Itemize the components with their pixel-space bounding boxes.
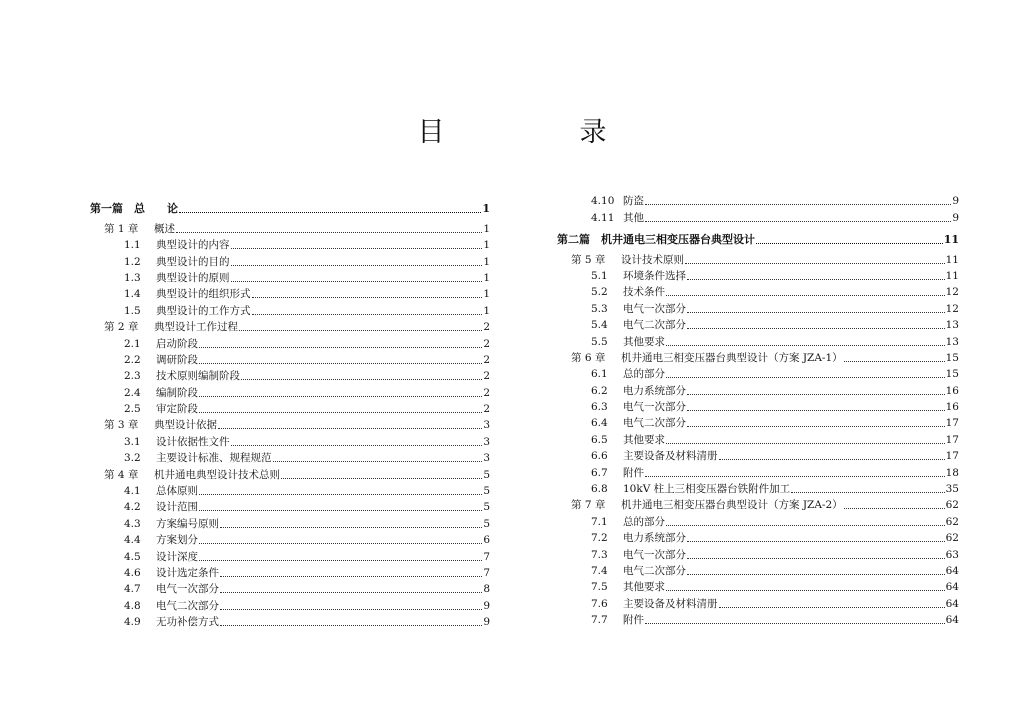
toc-entry-number: 7.7 [591, 614, 608, 627]
toc-entry-page: 11 [945, 269, 959, 282]
toc-entry-page: 9 [483, 599, 490, 612]
toc-entry-chapter[interactable] [90, 415, 490, 431]
toc-entry-chapter[interactable] [90, 464, 490, 480]
toc-entry-page: 3 [483, 419, 490, 432]
toc-entry-section[interactable] [90, 300, 490, 316]
toc-entry-page: 15 [945, 368, 959, 381]
dot-leader [791, 492, 944, 493]
dot-leader [220, 625, 482, 626]
toc-entry-page: 1 [483, 288, 490, 301]
toc-entry-number: 7.2 [591, 532, 608, 545]
toc-entry-page: 62 [945, 499, 959, 512]
toc-entry-section[interactable] [90, 497, 490, 513]
toc-entry-section[interactable] [90, 268, 490, 284]
toc-entry-section[interactable] [90, 448, 490, 464]
toc-entry-title: 10kV 柱上三相变压器台铁附件加工 [623, 483, 791, 496]
toc-entry-page: 35 [945, 483, 959, 496]
toc-entry-title: 防盗 [623, 195, 644, 208]
dot-leader [273, 461, 483, 462]
toc-entry-number: 4.10 [591, 195, 615, 208]
toc-entry-page: 1 [483, 239, 490, 252]
toc-entry-number: 1.5 [124, 304, 141, 317]
toc-entry-number: 4.7 [124, 583, 141, 596]
toc-entry-number: 5.4 [591, 319, 608, 332]
toc-entry-part[interactable] [557, 230, 959, 246]
toc-title: 目 录 [417, 117, 661, 148]
toc-entry-number: 第 6 章 [571, 351, 606, 364]
toc-entry-title: 编制阶段 [156, 386, 198, 399]
toc-entry-page: 7 [483, 566, 490, 579]
dot-leader [687, 558, 945, 559]
dot-leader [687, 394, 945, 395]
toc-entry-number: 第 2 章 [104, 321, 139, 334]
dot-leader [252, 314, 483, 315]
dot-leader [844, 508, 945, 509]
dot-leader [241, 379, 482, 380]
toc-entry-page: 62 [945, 532, 959, 545]
toc-entry-page: 1 [483, 255, 490, 268]
toc-entry-title: 审定阶段 [156, 403, 198, 416]
dot-leader [252, 297, 483, 298]
toc-entry-page: 12 [945, 302, 959, 315]
toc-entry-section[interactable] [557, 331, 959, 347]
toc-entry-section[interactable] [557, 462, 959, 478]
toc-entry-title: 典型设计依据 [154, 419, 217, 432]
toc-entry-section[interactable] [557, 577, 959, 593]
toc-entry-page: 16 [945, 401, 959, 414]
toc-entry-number: 7.5 [591, 581, 608, 594]
toc-entry-page: 9 [483, 616, 490, 629]
toc-entry-title: 机井通电三相变压器台典型设计（方案 JZA-1） [621, 351, 843, 364]
toc-entry-title: 总的部分 [623, 368, 665, 381]
toc-entry-number: 6.8 [591, 483, 608, 496]
toc-entry-title: 总体原则 [156, 485, 198, 498]
dot-leader [666, 443, 945, 444]
dot-leader [199, 560, 482, 561]
toc-entry-page: 5 [483, 485, 490, 498]
toc-entry-title: 机井通电典型设计技术总则 [154, 468, 280, 481]
dot-leader [220, 592, 482, 593]
toc-entry-page: 2 [483, 403, 490, 416]
toc-entry-title: 典型设计的组织形式 [156, 288, 251, 301]
toc-entry-title: 无功补偿方式 [156, 616, 219, 629]
toc-entry-number: 第一篇 [90, 202, 123, 216]
toc-entry-page: 3 [483, 452, 490, 465]
toc-entry-title: 调研阶段 [156, 353, 198, 366]
dot-leader [685, 263, 945, 264]
dot-leader [199, 396, 482, 397]
dot-leader [687, 279, 945, 280]
toc-entry-title: 电力系统部分 [623, 384, 686, 397]
toc-entry-title: 环境条件选择 [623, 269, 686, 282]
toc-entry-page: 17 [945, 417, 959, 430]
toc-entry-section[interactable] [90, 481, 490, 497]
toc-entry-page: 13 [945, 319, 959, 332]
toc-entry-number: 6.6 [591, 450, 608, 463]
toc-entry-number: 4.4 [124, 534, 141, 547]
toc-entry-page: 3 [483, 435, 490, 448]
toc-entry-number: 4.6 [124, 566, 141, 579]
dot-leader [666, 377, 945, 378]
toc-entry-page: 18 [945, 466, 959, 479]
dot-leader [199, 494, 482, 495]
dot-leader [176, 232, 482, 233]
toc-entry-title: 主要设备及材料清册 [623, 597, 718, 610]
toc-entry-number: 4.3 [124, 517, 141, 530]
toc-entry-title: 主要设备及材料清册 [623, 450, 718, 463]
toc-entry-title: 电气一次部分 [156, 583, 219, 596]
toc-entry-title: 典型设计工作过程 [154, 321, 238, 334]
toc-entry-title: 设计深度 [156, 550, 198, 563]
dot-leader [756, 243, 943, 244]
toc-entry-number: 2.2 [124, 353, 141, 366]
toc-entry-page: 11 [943, 233, 959, 247]
toc-entry-section[interactable] [557, 528, 959, 544]
toc-entry-number: 1.4 [124, 288, 141, 301]
toc-entry-page: 62 [945, 515, 959, 528]
toc-entry-number: 4.1 [124, 485, 141, 498]
toc-entry-page: 6 [483, 534, 490, 547]
toc-entry-title: 方案划分 [156, 534, 198, 547]
toc-entry-number: 2.3 [124, 370, 141, 383]
toc-entry-section[interactable] [557, 511, 959, 527]
toc-entry-number: 第 1 章 [104, 222, 139, 235]
toc-entry-section[interactable] [557, 364, 959, 380]
toc-entry-number: 3.2 [124, 452, 141, 465]
toc-entry-title: 电气一次部分 [623, 401, 686, 414]
toc-entry-section[interactable] [557, 380, 959, 396]
dot-leader [220, 609, 482, 610]
toc-entry-number: 4.5 [124, 550, 141, 563]
toc-entry-title: 其他要求 [623, 433, 665, 446]
dot-leader [687, 312, 945, 313]
toc-entry-page: 2 [483, 370, 490, 383]
toc-entry-page: 1 [483, 222, 490, 235]
toc-entry-page: 12 [945, 286, 959, 299]
dot-leader [199, 347, 482, 348]
toc-entry-section[interactable] [90, 546, 490, 562]
toc-entry-section[interactable] [90, 333, 490, 349]
toc-entry-number: 5.3 [591, 302, 608, 315]
toc-entry-title: 电力系统部分 [623, 532, 686, 545]
toc-entry-number: 7.1 [591, 515, 608, 528]
toc-entry-number: 第 4 章 [104, 468, 139, 481]
dot-leader [199, 510, 482, 511]
dot-leader [220, 527, 482, 528]
toc-entry-section[interactable] [557, 610, 959, 626]
dot-leader [645, 221, 951, 222]
toc-entry-number: 6.7 [591, 466, 608, 479]
toc-entry-title: 电气二次部分 [623, 417, 686, 430]
dot-leader [645, 204, 951, 205]
toc-entry-section[interactable] [557, 282, 959, 298]
toc-entry-page: 15 [945, 351, 959, 364]
toc-entry-number: 3.1 [124, 435, 141, 448]
toc-entry-section[interactable] [90, 431, 490, 447]
toc-entry-page: 63 [945, 548, 959, 561]
dot-leader [719, 607, 945, 608]
dot-leader [687, 426, 945, 427]
toc-entry-section[interactable] [557, 397, 959, 413]
toc-entry-section[interactable] [557, 593, 959, 609]
toc-entry-section[interactable] [557, 298, 959, 314]
toc-entry-section[interactable] [90, 612, 490, 628]
toc-entry-number: 5.1 [591, 269, 608, 282]
toc-entry-number: 2.4 [124, 386, 141, 399]
toc-entry-page: 64 [945, 581, 959, 594]
dot-leader [666, 345, 945, 346]
toc-entry-title: 设计范围 [156, 501, 198, 514]
toc-entry-page: 1 [482, 202, 490, 216]
toc-entry-section[interactable] [90, 563, 490, 579]
toc-entry-number: 7.4 [591, 564, 608, 577]
toc-entry-number: 4.2 [124, 501, 141, 514]
toc-entry-title: 机井通电三相变压器台典型设计 [590, 233, 755, 247]
dot-leader [645, 476, 945, 477]
toc-entry-section[interactable] [90, 513, 490, 529]
toc-entry-page: 9 [952, 195, 959, 208]
toc-entry-number: 6.4 [591, 417, 608, 430]
toc-entry-chapter[interactable] [90, 317, 490, 333]
toc-entry-chapter[interactable] [90, 218, 490, 234]
toc-left-column [90, 199, 490, 628]
toc-entry-page: 5 [483, 517, 490, 530]
dot-leader [844, 361, 945, 362]
toc-entry-page: 5 [483, 468, 490, 481]
toc-entry-number: 7.6 [591, 597, 608, 610]
toc-entry-section[interactable] [557, 266, 959, 282]
toc-entry-page: 64 [945, 614, 959, 627]
toc-entry-title: 技术条件 [623, 286, 665, 299]
toc-entry-section[interactable] [90, 579, 490, 595]
toc-entry-title: 机井通电三相变压器台典型设计（方案 JZA-2） [621, 499, 843, 512]
dot-leader [719, 459, 945, 460]
toc-entry-title: 典型设计的工作方式 [156, 304, 251, 317]
toc-entry-page: 2 [483, 337, 490, 350]
toc-entry-title: 典型设计的目的 [156, 255, 230, 268]
toc-entry-part[interactable] [90, 199, 490, 215]
toc-entry-page: 64 [945, 564, 959, 577]
toc-entry-title: 概述 [154, 222, 175, 235]
toc-entry-title: 总的部分 [623, 515, 665, 528]
toc-entry-number: 6.1 [591, 368, 608, 381]
toc-entry-chapter[interactable] [557, 495, 959, 511]
toc-entry-title: 电气二次部分 [623, 564, 686, 577]
toc-entry-section[interactable] [557, 561, 959, 577]
dot-leader [687, 574, 945, 575]
toc-entry-section[interactable] [90, 530, 490, 546]
toc-entry-number: 2.1 [124, 337, 141, 350]
toc-entry-title: 方案编号原则 [156, 517, 219, 530]
toc-entry-section[interactable] [90, 366, 490, 382]
toc-entry-number: 2.5 [124, 403, 141, 416]
toc-entry-page: 2 [483, 321, 490, 334]
dot-leader [687, 541, 945, 542]
dot-leader [199, 543, 482, 544]
toc-entry-number: 7.3 [591, 548, 608, 561]
toc-entry-number: 6.3 [591, 401, 608, 414]
toc-entry-page: 9 [952, 211, 959, 224]
dot-leader [239, 330, 482, 331]
toc-entry-number: 1.2 [124, 255, 141, 268]
toc-entry-number: 5.2 [591, 286, 608, 299]
toc-entry-section[interactable] [557, 207, 959, 223]
toc-entry-chapter[interactable] [557, 249, 959, 265]
dot-leader [231, 265, 483, 266]
toc-entry-section[interactable] [557, 479, 959, 495]
toc-entry-number: 6.5 [591, 433, 608, 446]
dot-leader [645, 623, 945, 624]
toc-entry-chapter[interactable] [557, 348, 959, 364]
toc-entry-page: 1 [483, 271, 490, 284]
dot-leader [199, 363, 482, 364]
toc-entry-title: 典型设计的内容 [156, 239, 230, 252]
toc-entry-number: 1.1 [124, 239, 141, 252]
toc-entry-title: 典型设计的原则 [156, 271, 230, 284]
toc-entry-title: 设计技术原则 [621, 253, 684, 266]
toc-entry-title: 电气一次部分 [623, 548, 686, 561]
toc-entry-page: 5 [483, 501, 490, 514]
toc-entry-page: 16 [945, 384, 959, 397]
toc-entry-title: 主要设计标准、规程规范 [156, 452, 272, 465]
toc-entry-section[interactable] [90, 251, 490, 267]
toc-entry-title: 设计依据性文件 [156, 435, 230, 448]
toc-entry-page: 64 [945, 597, 959, 610]
dot-leader [199, 412, 482, 413]
toc-entry-page: 2 [483, 353, 490, 366]
toc-entry-section[interactable] [90, 399, 490, 415]
toc-entry-number: 第二篇 [557, 233, 590, 247]
toc-entry-number: 5.5 [591, 335, 608, 348]
dot-leader [231, 445, 483, 446]
dot-leader [687, 410, 945, 411]
toc-entry-page: 8 [483, 583, 490, 596]
toc-entry-section[interactable] [90, 382, 490, 398]
toc-entry-page: 2 [483, 386, 490, 399]
toc-entry-title: 其他要求 [623, 581, 665, 594]
dot-leader [231, 248, 483, 249]
toc-entry-title: 电气二次部分 [156, 599, 219, 612]
toc-entry-title: 总 论 [123, 202, 178, 216]
toc-entry-section[interactable] [90, 235, 490, 251]
toc-entry-page: 11 [945, 253, 959, 266]
dot-leader [220, 576, 482, 577]
dot-leader [179, 212, 481, 213]
toc-entry-number: 第 5 章 [571, 253, 606, 266]
toc-entry-section[interactable] [557, 544, 959, 560]
toc-entry-section[interactable] [90, 284, 490, 300]
toc-entry-section[interactable] [90, 595, 490, 611]
dot-leader [666, 295, 945, 296]
toc-entry-number: 4.11 [591, 211, 615, 224]
toc-entry-section[interactable] [557, 315, 959, 331]
toc-entry-number: 第 3 章 [104, 419, 139, 432]
toc-entry-section[interactable] [557, 413, 959, 429]
toc-entry-title: 附件 [623, 614, 644, 627]
toc-entry-number: 6.2 [591, 384, 608, 397]
toc-entry-title: 电气二次部分 [623, 319, 686, 332]
toc-entry-title: 附件 [623, 466, 644, 479]
dot-leader [281, 478, 482, 479]
dot-leader [666, 590, 945, 591]
toc-entry-number: 4.9 [124, 616, 141, 629]
toc-entry-title: 启动阶段 [156, 337, 198, 350]
toc-entry-section[interactable] [557, 446, 959, 462]
toc-entry-title: 技术原则编制阶段 [156, 370, 240, 383]
toc-entry-page: 13 [945, 335, 959, 348]
toc-entry-page: 1 [483, 304, 490, 317]
toc-right-column [557, 191, 959, 626]
toc-entry-number: 4.8 [124, 599, 141, 612]
toc-entry-section[interactable] [90, 350, 490, 366]
toc-entry-number: 1.3 [124, 271, 141, 284]
dot-leader [231, 281, 483, 282]
toc-entry-number: 第 7 章 [571, 499, 606, 512]
toc-entry-title: 其他 [623, 211, 644, 224]
toc-entry-title: 电气一次部分 [623, 302, 686, 315]
toc-entry-title: 设计选定条件 [156, 566, 219, 579]
toc-entry-page: 17 [945, 450, 959, 463]
toc-entry-section[interactable] [557, 429, 959, 445]
toc-entry-page: 17 [945, 433, 959, 446]
toc-entry-page: 7 [483, 550, 490, 563]
toc-entry-section[interactable] [557, 191, 959, 207]
dot-leader [218, 428, 482, 429]
dot-leader [687, 328, 945, 329]
dot-leader [666, 525, 945, 526]
toc-entry-title: 其他要求 [623, 335, 665, 348]
